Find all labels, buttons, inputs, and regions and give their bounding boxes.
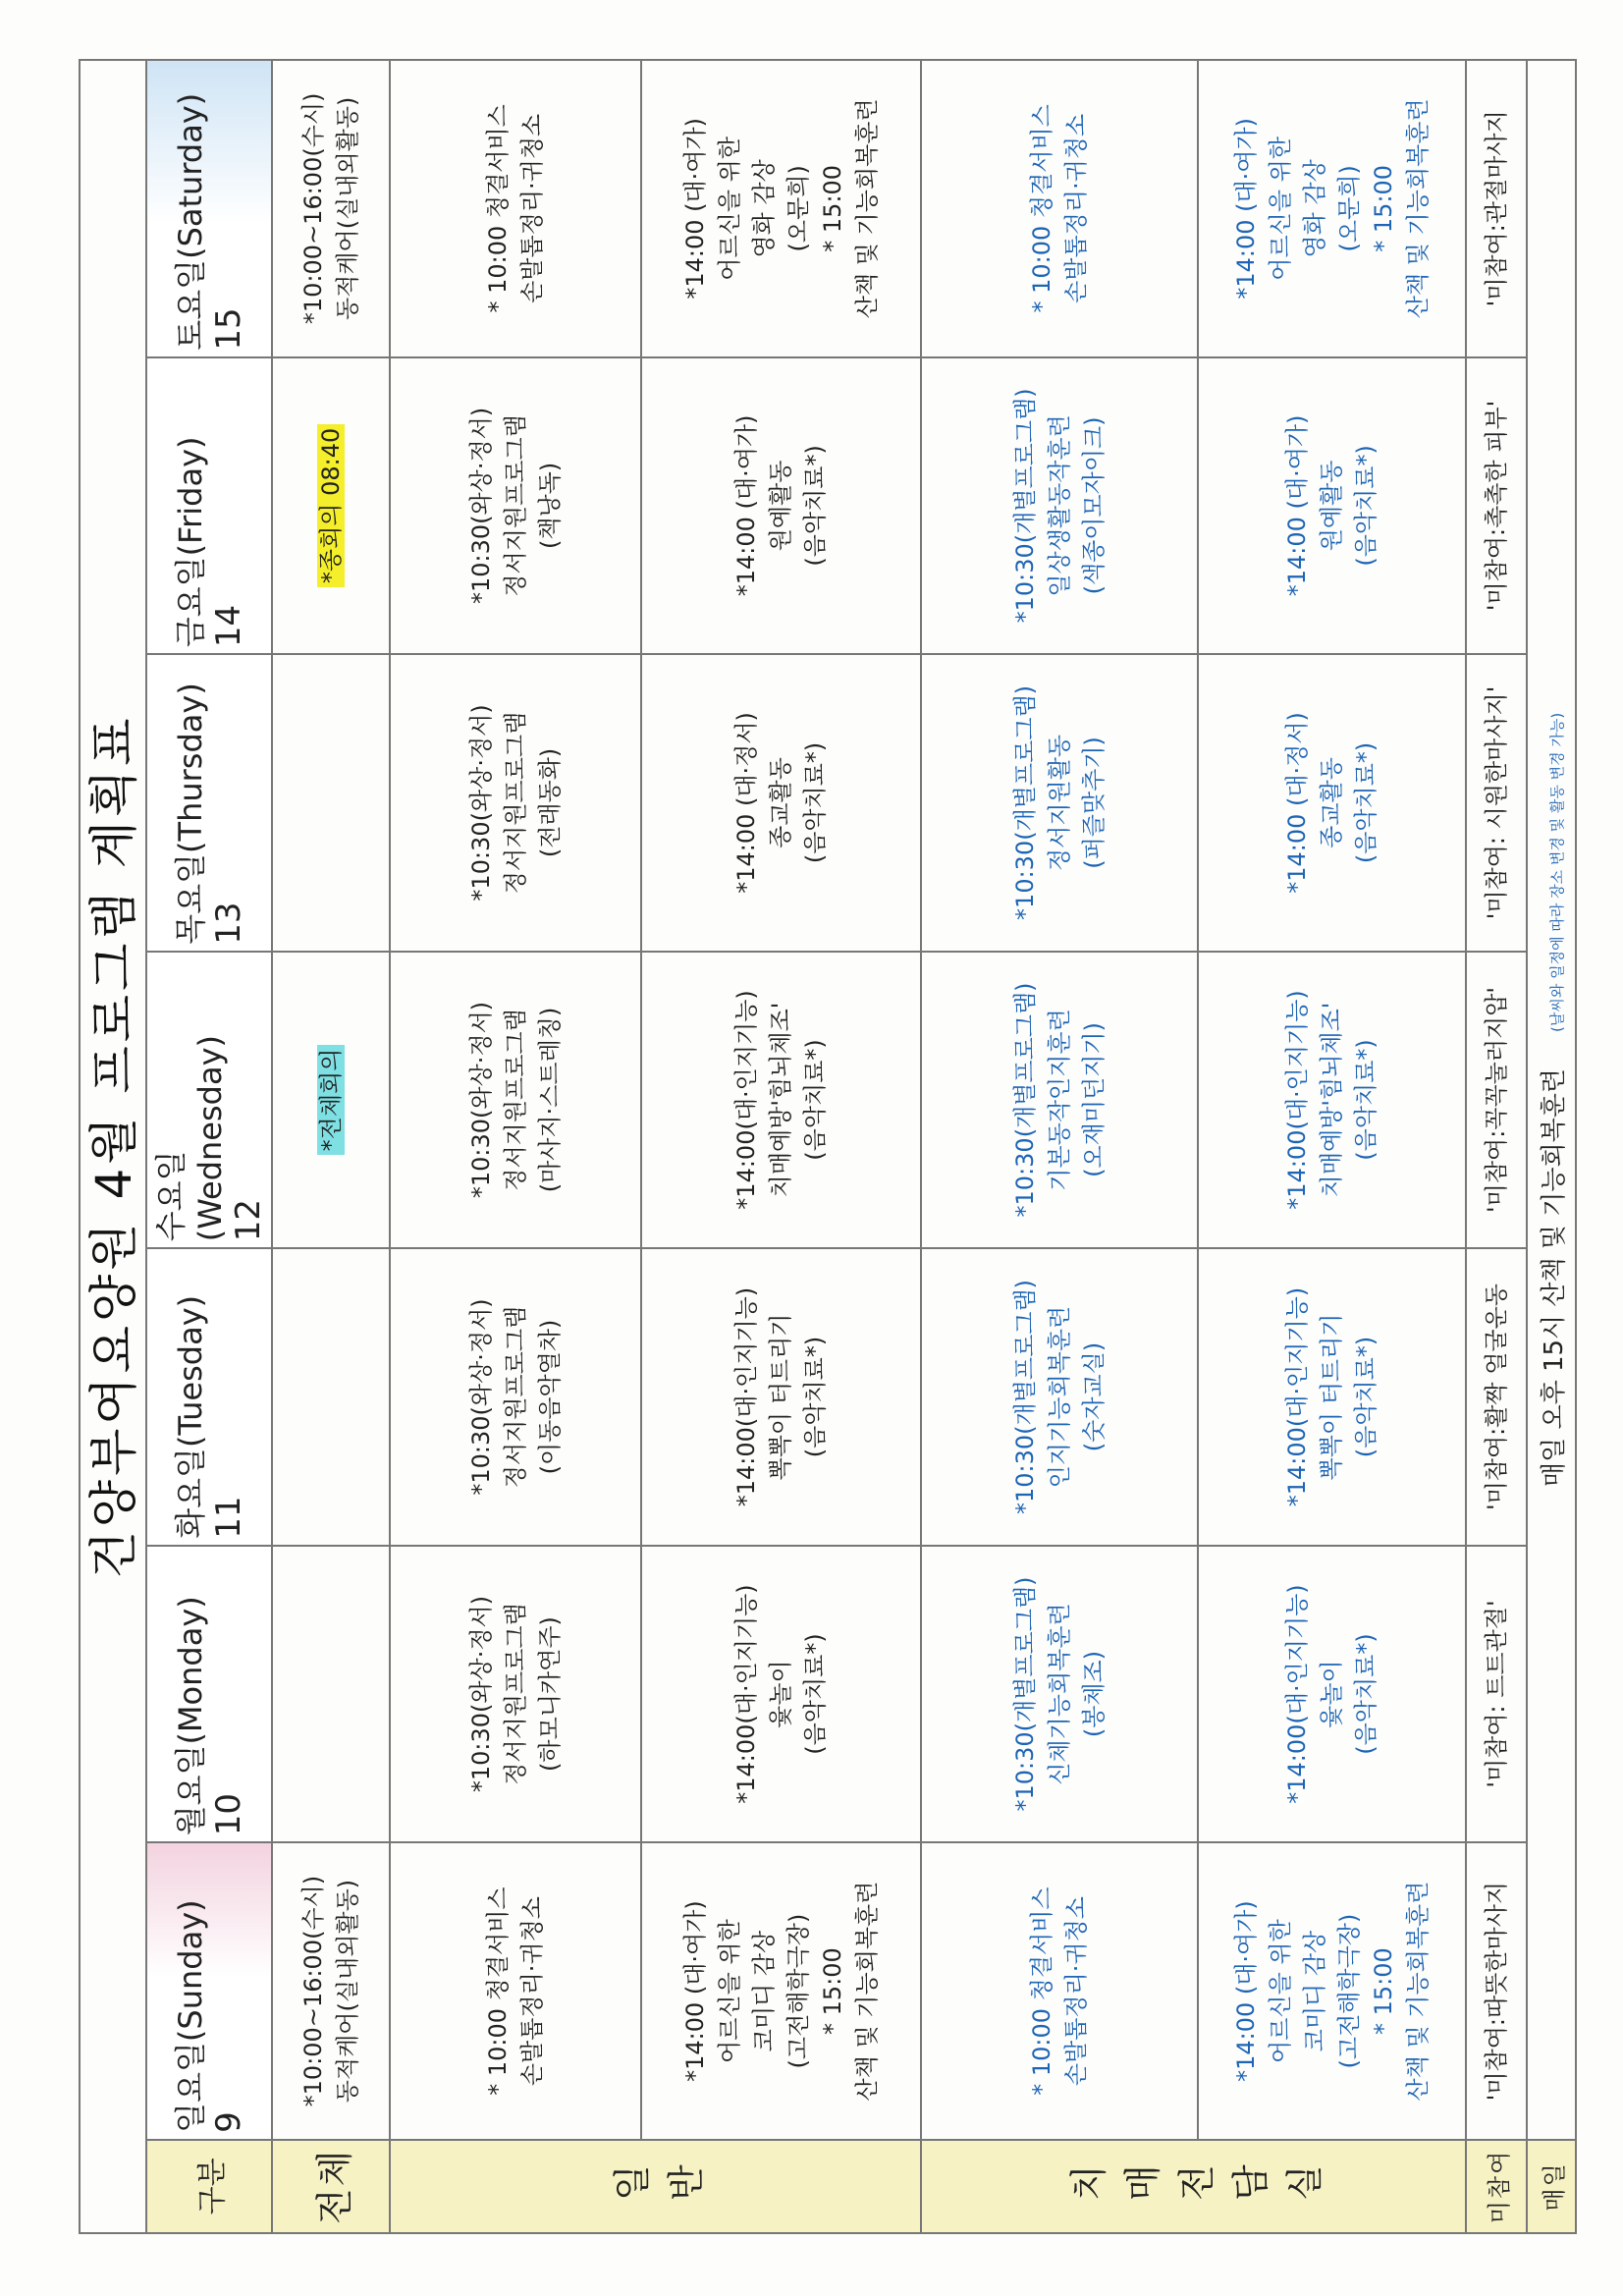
cell-line: 정서지원프로그램 [501,1603,529,1785]
cell-general-am-fri [390,357,641,655]
cell-line: 산책 및 기능회복훈련 [1403,98,1432,319]
cell-general-pm-fri [641,357,921,655]
cell-line: *10:30(개별프로그램) [1010,1576,1039,1812]
meeting-note: *종회의 08:40 [317,424,345,587]
cell-line: 손발톱정리·귀청소 [518,113,546,303]
cell-general-am-mon [390,1546,641,1843]
cell-line: (음악치료*) [801,741,829,864]
cell-line: 정서지원프로그램 [501,414,529,597]
cell-line: *14:00(대·인지기능) [1283,990,1311,1210]
cell-line: (음악치료*) [801,1336,829,1458]
page-title: 건양부여요양원 4월 프로그램 계획표 [79,59,145,2234]
cell-line: *10:30(와상·정서) [466,704,495,902]
cell-line: 산책 및 기능회복훈련 [852,1881,881,2102]
label-char: 매 [1121,2162,1164,2201]
cell-bath-sat: '미참여:관절마사지 [1466,60,1527,357]
cell-general-pm-thu [641,654,921,952]
cell-line: *14:00 (대·여가) [1231,117,1260,300]
cell-line: 종교활동 [767,757,794,848]
row-general-pm [641,60,921,2233]
cell-line: *14:00(대·인지기능) [1283,1286,1311,1507]
cell-dementia-am-wed [921,952,1198,1249]
cell-line: (음악치료*) [1352,1633,1380,1755]
cell-line: (오문희) [784,165,812,252]
header-friday [146,357,272,655]
cell-line: *14:00(대·인지기능) [732,1286,760,1507]
cell-line: *10:30(개별프로그램) [1010,684,1039,920]
cell-line: 뽁뽁이 터트리기 [1318,1313,1345,1481]
cell-line: (음악치료*) [801,445,829,567]
cell-line: 영화 감상 [1300,159,1328,258]
cell-line: 산책 및 기능회복훈련 [1403,1881,1432,2102]
row-dementia-pm [1198,60,1466,2233]
cell-general-pm-wed [641,952,921,1249]
cell-line: (음악치료*) [801,1633,829,1755]
cell-dementia-am-sat [921,60,1198,357]
day-number: 11 [209,1496,248,1539]
header-sunday [146,1842,272,2140]
header-monday [146,1546,272,1843]
cell-line: *14:00 (대·여가) [732,414,760,597]
schedule-table [145,59,1577,2234]
cell-line: (마사지·스트레칭) [535,1007,564,1193]
cell-line: 정서지원프로그램 [501,1305,529,1489]
day-name: 화요일(Tuesday) [172,1294,209,1539]
row-label-bath: 미참여 [1466,2140,1527,2233]
cell-line: *14:00 (대·여가) [1283,414,1311,597]
cell-dementia-pm-sun [1198,1842,1466,2140]
rotated-schedule [79,59,1569,2234]
cell-line: 정서지원활동 [1045,734,1073,871]
cell-line: 어르신을 위한 [715,136,743,281]
cell-general-pm-sun [641,1842,921,2140]
day-number: 9 [209,2111,248,2133]
row-label-general [390,2140,921,2233]
cell-line: 인지기능회복훈련 [1045,1305,1073,1489]
cell-line: 일상생활동작훈련 [1045,414,1073,597]
header-tuesday [146,1248,272,1546]
cell-line: * 15:00 [818,164,846,252]
header-thursday [146,654,272,952]
cell-all-fri [272,357,390,655]
cell-line: (음악치료*) [801,1039,829,1161]
day-number: 14 [209,604,248,648]
daily-note-small: (날씨와 일정에 따라 장소 변경 및 활동 변경 가능) [1547,712,1566,1032]
header-saturday [146,60,272,357]
cell-line: 치매예방'힘뇌체조' [767,1002,794,1198]
label-char: 일 [610,2162,654,2201]
cell-line: *14:00 (대·정서) [732,712,760,894]
cell-all-sat [272,60,390,357]
cell-all-tue [272,1248,390,1546]
cell-line: (이동음악열차) [535,1319,564,1475]
cell-line: * 10:00 청결서비스 [484,104,512,313]
label-char: 반 [664,2162,708,2201]
cell-dementia-pm-mon [1198,1546,1466,1843]
cell-line: 종교활동 [1318,757,1345,848]
cell-line: 치매예방'힘뇌체조' [1318,1002,1345,1198]
cell-line: (하모니카연주) [535,1616,564,1772]
cell-line: 손발톱정리·귀청소 [518,1896,546,2087]
cell-line: 손발톱정리·귀청소 [1062,113,1090,303]
cell-dementia-pm-tue [1198,1248,1466,1546]
cell-dementia-am-thu [921,654,1198,952]
day-number: 10 [209,1793,248,1836]
cell-line: 코미디 감상 [1300,1930,1328,2052]
day-name: 월요일(Monday) [172,1596,209,1836]
row-general-am [390,60,641,2233]
row-all [272,60,390,2233]
label-char: 담 [1229,2162,1272,2201]
cell-bath-thu: '미참여: 시원한마사지' [1466,654,1527,952]
cell-line: 기본동작인지훈련 [1045,1009,1073,1191]
cell-line: * 15:00 [1369,1947,1397,2035]
cell-line: *10:30(와상·정서) [466,1298,495,1496]
cell-line: *14:00 (대·여가) [680,117,709,300]
cell-line: *14:00(대·인지기능) [732,990,760,1210]
cell-line: *10:00~16:00(수시) [299,1875,327,2107]
cell-line: (색종이모자이크) [1079,416,1108,595]
cell-general-pm-tue [641,1248,921,1546]
cell-line: *10:30(와상·정서) [466,1595,495,1793]
cell-line: *10:00~16:00(수시) [299,92,327,325]
cell-bath-mon: '미참여: 트트관절' [1466,1546,1527,1843]
cell-line: 산책 및 기능회복훈련 [852,98,881,319]
cell-bath-tue: '미참여:활짝 얼굴운동 [1466,1248,1527,1546]
cell-line: (전래동화) [535,747,564,858]
cell-bath-sun: '미참여:따뜻한마사지 [1466,1842,1527,2140]
cell-general-am-tue [390,1248,641,1546]
day-number: 13 [209,902,248,945]
cell-line: 정서지원프로그램 [501,1009,529,1191]
day-name: 금요일(Friday) [172,436,209,648]
cell-line: * 10:00 청결서비스 [1028,1886,1055,2096]
label-char: 전 [1175,2162,1218,2201]
header-label: 구분 [146,2140,272,2233]
cell-line: 코미디 감상 [749,1930,778,2052]
cell-line: 정서지원프로그램 [501,711,529,895]
cell-line: *10:30(와상·정서) [466,1001,495,1199]
day-name: 목요일(Thursday) [172,683,209,945]
cell-line: *14:00 (대·여가) [680,1900,709,2082]
cell-line: 어르신을 위한 [1266,136,1294,281]
cell-line: 신체기능회복훈련 [1045,1603,1073,1785]
day-number: 12 [229,1198,268,1242]
cell-general-am-sat [390,60,641,357]
cell-line: (퍼즐맞추기) [1079,737,1108,869]
cell-dementia-pm-sat [1198,60,1466,357]
cell-line: * 15:00 [818,1947,846,2035]
day-name: 수요일(Wednesday) [152,1035,229,1242]
cell-dementia-am-sun [921,1842,1198,2140]
cell-line: * 15:00 [1369,164,1397,252]
cell-line: (책낭독) [535,462,564,550]
cell-bath-fri: '미참여:촉촉한 피부' [1466,357,1527,655]
cell-line: (봉체조) [1079,1650,1108,1738]
cell-line: 동적케어(실내외활동) [334,96,361,321]
cell-line: * 10:00 청결서비스 [1028,104,1055,313]
cell-line: *14:00 (대·정서) [1283,712,1311,894]
cell-dementia-am-mon [921,1546,1198,1843]
cell-line: *10:30(개별프로그램) [1010,1280,1039,1514]
cell-line: (고전해학극장) [1334,1913,1363,2069]
daily-note [1527,60,1576,2140]
cell-general-am-sun [390,1842,641,2140]
cell-dementia-am-tue [921,1248,1198,1546]
cell-general-am-thu [390,654,641,952]
cell-line: (오재미던지기) [1079,1022,1108,1177]
cell-line: (음악치료*) [1352,741,1380,864]
cell-line: (음악치료*) [1352,445,1380,567]
cell-general-pm-sat [641,60,921,357]
daily-note-main: 매일 오후 15시 산책 및 기능회복훈련 [1539,1067,1569,1488]
cell-line: *10:30(와상·정서) [466,407,495,605]
cell-line: *14:00(대·인지기능) [1283,1584,1311,1804]
cell-all-sun [272,1842,390,2140]
cell-all-thu [272,654,390,952]
row-daily [1527,60,1576,2233]
cell-line: 영화 감상 [749,159,778,258]
row-label-dementia [921,2140,1466,2233]
cell-line: 손발톱정리·귀청소 [1062,1896,1090,2087]
cell-line: *10:30(개별프로그램) [1010,982,1039,1218]
cell-line: 윷놀이 [767,1660,794,1728]
cell-line: (숫자교실) [1079,1341,1108,1452]
row-dementia-am [921,60,1198,2233]
label-char: 실 [1283,2162,1326,2201]
cell-general-pm-mon [641,1546,921,1843]
cell-dementia-pm-wed [1198,952,1466,1249]
cell-line: *14:00(대·인지기능) [732,1584,760,1804]
cell-all-wed [272,952,390,1249]
cell-line: 어르신을 위한 [1266,1919,1294,2063]
cell-line: 원예활동 [1318,460,1345,552]
cell-all-mon [272,1546,390,1843]
cell-line: 뽁뽁이 터트리기 [767,1313,794,1481]
day-name: 일요일(Sunday) [172,1899,209,2133]
cell-line: (음악치료*) [1352,1336,1380,1458]
day-name: 토요일(Saturday) [172,92,209,351]
row-bath [1466,60,1527,2233]
cell-line: *10:30(개별프로그램) [1010,388,1039,624]
cell-line: 원예활동 [767,460,794,552]
cell-line: (오문희) [1334,165,1363,252]
cell-general-am-wed [390,952,641,1249]
cell-dementia-pm-thu [1198,654,1466,952]
header-wednesday [146,952,272,1249]
cell-dementia-am-fri [921,357,1198,655]
row-label-daily: 매일 [1527,2140,1576,2233]
cell-bath-wed: '미참여:꼭꼭눌러지압' [1466,952,1527,1249]
meeting-note: *전체회의 [317,1045,345,1156]
cell-line: 동적케어(실내외활동) [334,1879,361,2104]
cell-line: 어르신을 위한 [715,1919,743,2063]
header-row [146,60,272,2233]
cell-line: 윷놀이 [1318,1660,1345,1728]
day-number: 15 [209,307,248,351]
cell-dementia-pm-fri [1198,357,1466,655]
cell-line: (고전해학극장) [784,1913,812,2069]
row-label-all: 전체 [272,2140,390,2233]
cell-line: * 10:00 청결서비스 [484,1886,512,2096]
cell-line: *14:00 (대·여가) [1231,1900,1260,2082]
label-char: 치 [1067,2162,1110,2201]
cell-line: (음악치료*) [1352,1039,1380,1161]
